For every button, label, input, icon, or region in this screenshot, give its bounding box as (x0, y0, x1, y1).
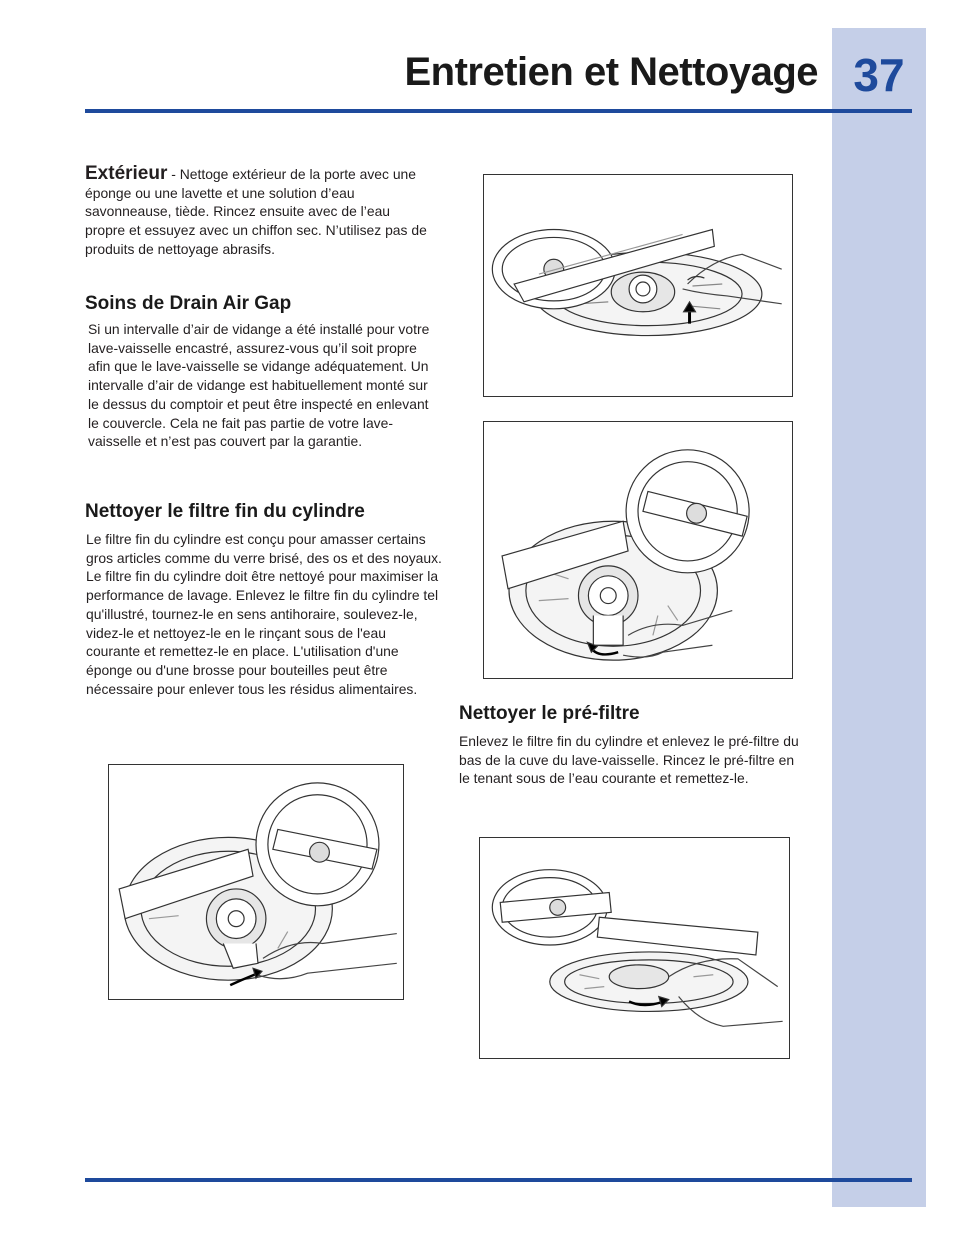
page-number: 37 (853, 49, 905, 101)
section-exterieur (85, 165, 430, 259)
illustration-remove-pre-filter (479, 837, 790, 1059)
side-tab-bar (832, 28, 926, 1207)
section-drain-air-gap (85, 292, 440, 451)
section-body: Si un intervalle d’air de vidange a été installé pour votre lave-vaisselle encastré, assurez-vous qu’il soit propre afin que le lave-vaisselle se vidange adéquatement. Un intervalle d’air de vidange est habituellement monté sur le dessus du comptoir et peut être inspecté en enlevant le couvercle. Cela ne fait pas partie de votre lave-vaisselle et n’est pas couvert par la garantie. (88, 321, 430, 450)
header-rule (85, 109, 912, 113)
section-body: Le filtre fin du cylindre est conçu pour amasser certains gros articles comme du verre brisé, des os et des noyaux. Le filtre fin du cylindre doit être nettoyé pour maximiser la performance de lavage. Enlevez le filtre fin du cylindre tel qu'illustré, tournez-le en sens antihoraire, soulevez-le, videz-le et nettoyez-le en le rinçant sous de l'eau courante et remettez-le en place. L'utilisation d'une éponge ou d'une brosse pour bouteilles peut être nécessaire pour enlever tous les résidus alimentaires. (86, 531, 442, 697)
section-heading: Extérieur (85, 163, 168, 184)
section-pre-filtre (459, 702, 804, 788)
section-body: Enlevez le filtre fin du cylindre et enlevez le pré-filtre du bas de la cuve du lave-vaisselle. Rincez le pré-filtre en le tenant sous de l’eau courante et remettez-le. (459, 733, 799, 787)
illustration-lift-cylinder-filter (108, 764, 404, 1000)
section-filtre-cylindre (85, 500, 443, 698)
section-heading: Nettoyer le pré-filtre (459, 703, 640, 724)
page-title: Entretien et Nettoyage (404, 50, 818, 94)
section-heading: Nettoyer le filtre fin du cylindre (85, 501, 365, 522)
illustration-remove-spray-arm (483, 174, 793, 397)
section-heading: Soins de Drain Air Gap (85, 293, 292, 314)
illustration-rotate-cylinder-filter (483, 421, 793, 679)
section-body: - Nettoge extérieur de la porte avec une éponge ou une lavette et une solution d’eau savonneause, tiède. Rincez ensuite avec de l’eau propre et essuyez avec un chiffon sec. N’utilisez pas de produits de nettoyage abrasifs. (85, 166, 427, 257)
footer-rule (85, 1178, 912, 1182)
